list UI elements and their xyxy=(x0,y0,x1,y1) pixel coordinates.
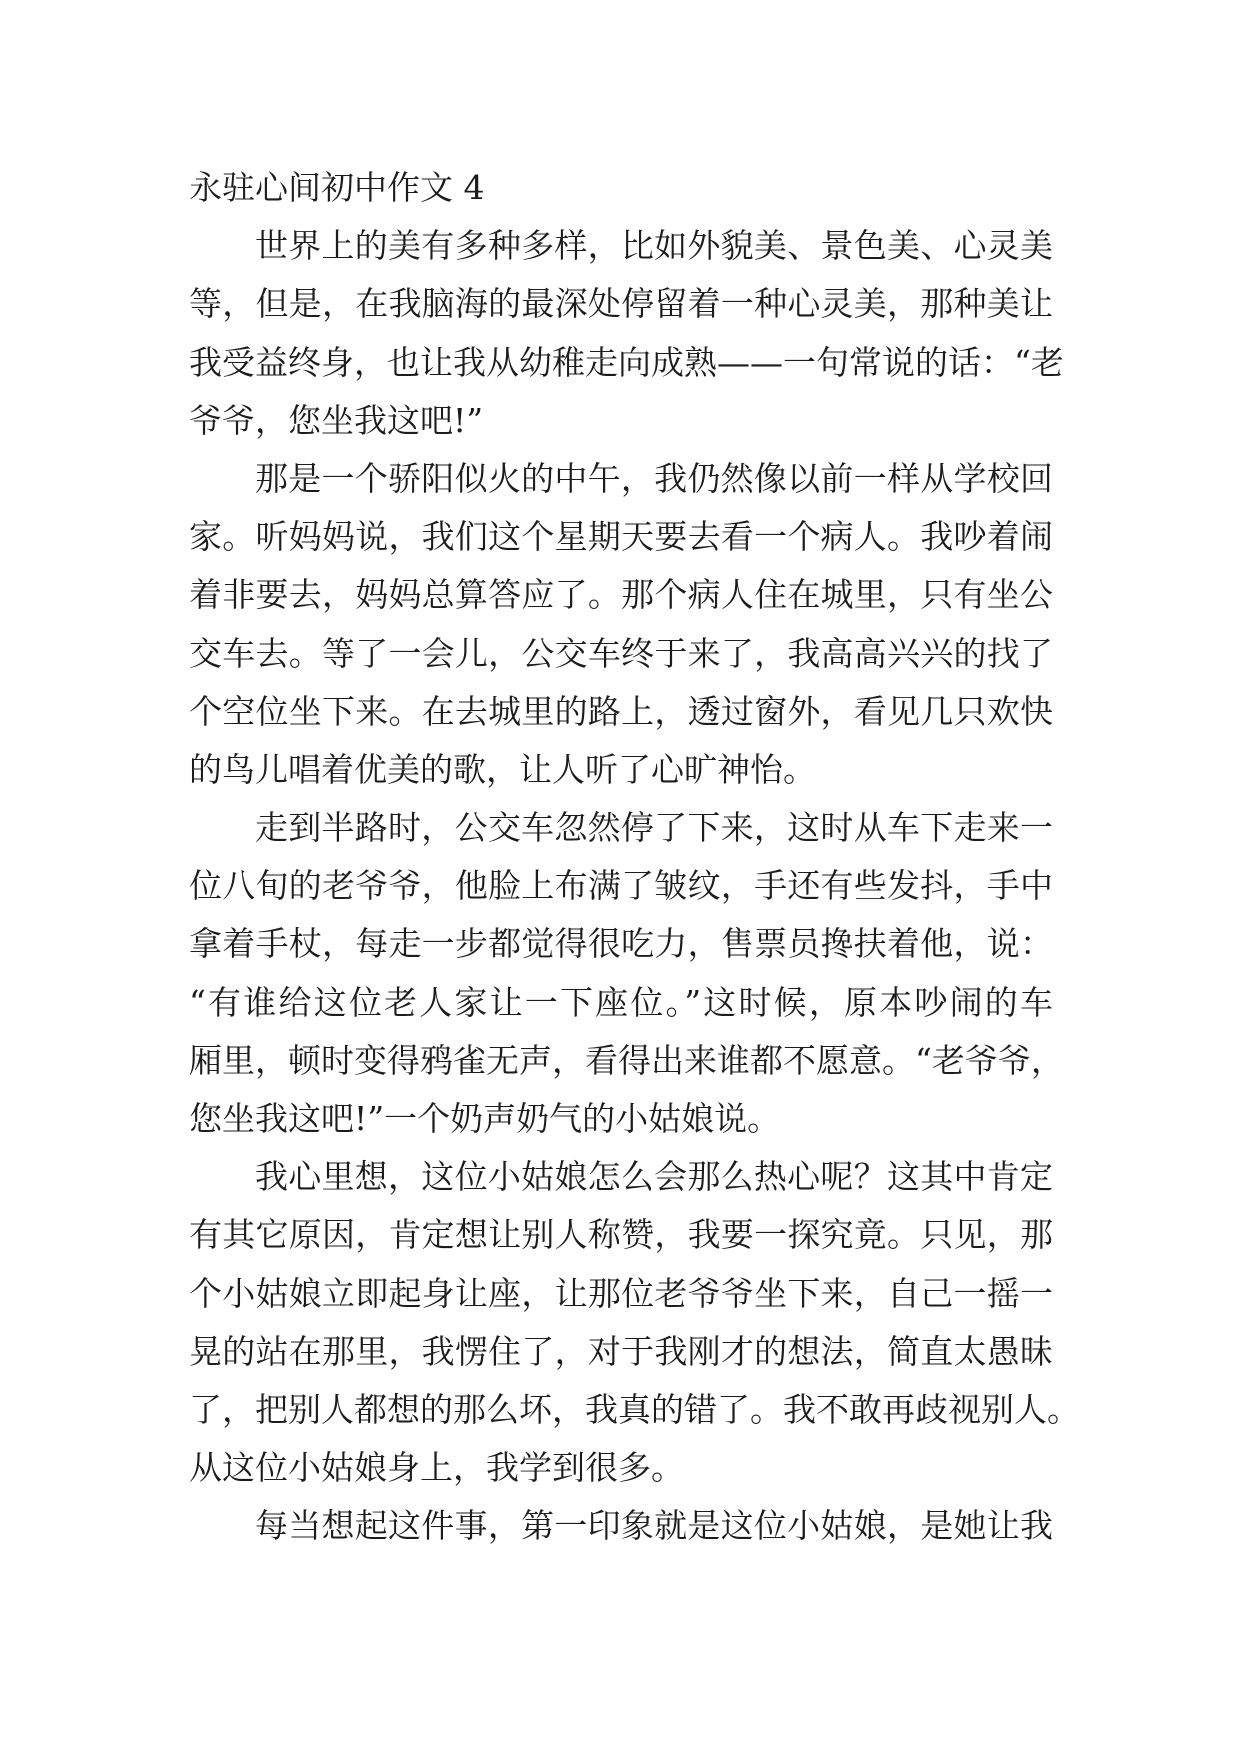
document-title: 永驻心间初中作文 4 xyxy=(189,168,485,207)
paragraph-line: 个空位坐下来。在去城里的路上，透过窗外，看见几只欢快 xyxy=(189,691,1053,731)
paragraph-line: 晃的站在那里，我愣住了，对于我刚才的想法，简直太愚昧 xyxy=(189,1331,1053,1371)
paragraph-line: 爷爷，您坐我这吧!” xyxy=(189,400,484,440)
paragraph-line: 那是一个骄阳似火的中午，我仍然像以前一样从学校回 xyxy=(255,458,1053,498)
paragraph-line: 交车去。等了一会儿，公交车终于来了，我高高兴兴的找了 xyxy=(189,633,1053,673)
paragraph-line: 位八旬的老爷爷，他脸上布满了皱纹，手还有些发抖，手中 xyxy=(189,866,1053,906)
paragraph-line: 您坐我这吧!”一个奶声奶气的小姑娘说。 xyxy=(189,1099,781,1138)
paragraph-line: 的鸟儿唱着优美的歌，让人听了心旷神怡。 xyxy=(189,749,816,789)
paragraph-line: 拿着手杖，每走一步都觉得很吃力，售票员搀扶着他，说： xyxy=(189,924,1053,964)
paragraph xyxy=(189,799,1064,1148)
paragraph-line: 有其它原因，肯定想让别人称赞，我要一探究竟。只见，那 xyxy=(189,1215,1053,1255)
paragraph-line: “有谁给这位老人家让一下座位。”这时候，原本吵闹的车 xyxy=(189,982,1053,1022)
paragraph xyxy=(189,217,1064,450)
paragraph-line: 厢里，顿时变得鸦雀无声，看得出来谁都不愿意。“老爷爷， xyxy=(189,1040,1064,1080)
paragraph-line: 家。听妈妈说，我们这个星期天要去看一个病人。我吵着闹 xyxy=(189,517,1053,557)
paragraph-line: 个小姑娘立即起身让座，让那位老爷爷坐下来，自己一摇一 xyxy=(189,1273,1053,1313)
paragraph-line: 走到半路时，公交车忽然停了下来，这时从车下走来一 xyxy=(255,808,1053,848)
paragraph-line: 我受益终身，也让我从幼稚走向成熟——一句常说的话：“老 xyxy=(189,342,1064,382)
document-body xyxy=(189,159,1080,1556)
paragraph-line: 我心里想，这位小姑娘怎么会那么热心呢？这其中肯定 xyxy=(255,1157,1053,1197)
paragraph xyxy=(189,1148,1080,1497)
paragraph xyxy=(189,450,1053,799)
paragraph-line: 了，把别人都想的那么坏，我真的错了。我不敢再歧视别人。 xyxy=(189,1389,1080,1429)
paragraph xyxy=(189,1497,1053,1555)
paragraph-line: 从这位小姑娘身上，我学到很多。 xyxy=(189,1448,684,1488)
paragraph-line: 等，但是，在我脑海的最深处停留着一种心灵美，那种美让 xyxy=(189,284,1053,324)
paragraph-line: 每当想起这件事，第一印象就是这位小姑娘，是她让我 xyxy=(255,1506,1053,1546)
paragraph-line: 世界上的美有多种多样，比如外貌美、景色美、心灵美 xyxy=(255,226,1053,266)
paragraph-line: 着非要去，妈妈总算答应了。那个病人住在城里，只有坐公 xyxy=(189,575,1053,615)
